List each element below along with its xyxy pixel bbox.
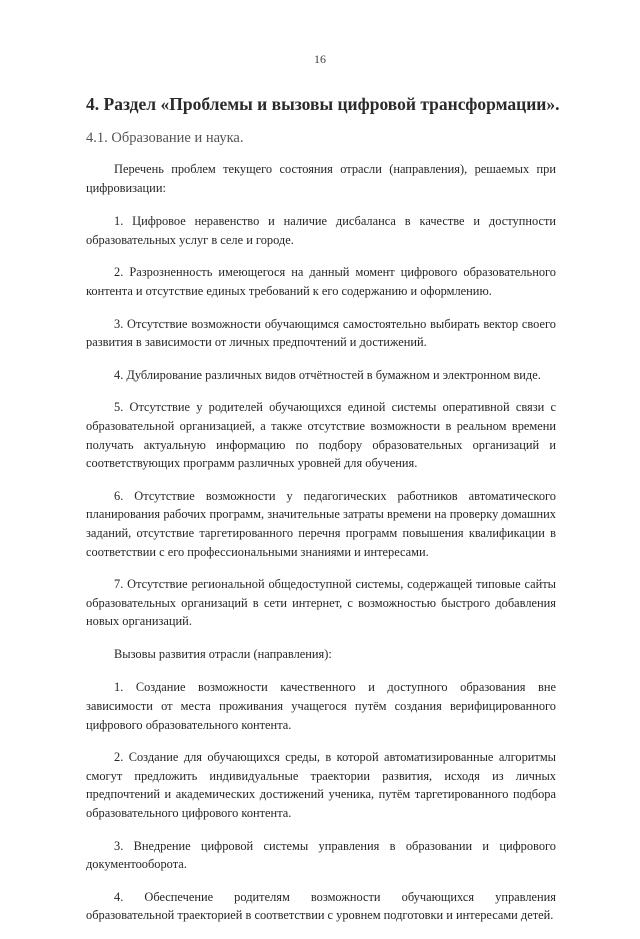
problem-item: 4. Дублирование различных видов отчётностей в бумажном и электронном виде. (114, 367, 541, 382)
section-title: 4. Раздел «Проблемы и вызовы цифровой трансформации». (86, 94, 560, 114)
problem-item: 6. Отсутствие возможности у педагогических работников автоматического планирования рабочих программ, значительные затраты времени на проверку домашних заданий, отсутствие таргетированного перечня программ повышения квалификации в соответствии с его профессиональными знаниями и интересами. (86, 488, 556, 559)
problem-item: 1. Цифровое неравенство и наличие дисбаланса в качестве и доступности образовательных услуг в селе и городе. (86, 214, 556, 247)
challenges-intro: Вызовы развития отрасли (направления): (114, 646, 332, 661)
problem-item: 2. Разрозненность имеющегося на данный момент цифрового образовательного контента и отсутствие единых требований к его содержанию и оформлению. (86, 265, 556, 298)
challenge-item: 4. Обеспечение родителям возможности обучающихся управления образовательной траекторией в соответствии с уровнем подготовки и интересами детей. (86, 889, 556, 923)
challenge-item: 3. Внедрение цифровой системы управления в образовании и цифрового документооборота. (86, 838, 556, 872)
problem-item: 7. Отсутствие региональной общедоступной системы, содержащей типовые сайты образовательных организаций в сети интернет, с возможностью быстрого добавления новых организаций. (86, 577, 556, 629)
challenge-item: 2. Создание для обучающихся среды, в которой автоматизированные алгоритмы смогут предложить индивидуальные траектории развития, исходя из личных предпочтений и академических достижений ученика, путём таргетированного подбора образовательного цифрового контента. (86, 750, 556, 821)
challenge-item: 1. Создание возможности качественного и доступного образования вне зависимости от места проживания учащегося путём создания верифицированного цифрового образовательного контента. (86, 680, 556, 732)
problem-item: 3. Отсутствие возможности обучающимся самостоятельно выбирать вектор своего развития в зависимости от личных предпочтений и достижений. (86, 316, 556, 350)
document-body (86, 160, 556, 939)
subsection-title: 4.1. Образование и наука. (86, 130, 244, 146)
problems-intro: Перечень проблем текущего состояния отрасли (направления), решаемых при цифровизации: (86, 162, 556, 195)
page-number: 16 (314, 52, 326, 66)
problem-item: 5. Отсутствие у родителей обучающихся единой системы оперативной связи с образовательной организацией, а также отсутствие возможности в реальном времени получать актуальную информацию по подбору образовательных организаций и соответствующих программ различных уровней для обучения. (86, 400, 556, 471)
